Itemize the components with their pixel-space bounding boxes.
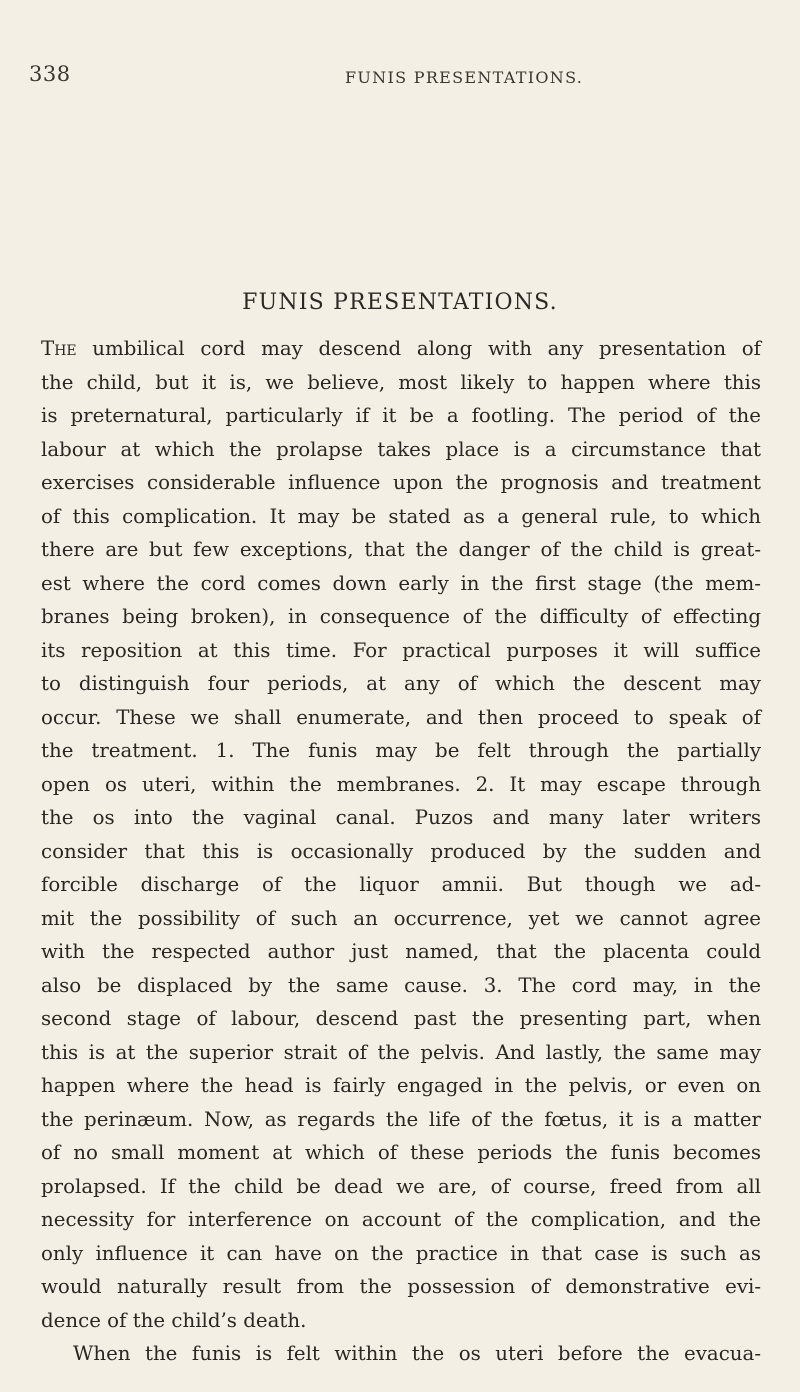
paragraph-line: the treatment. 1. The funis may be felt through the partially bbox=[41, 739, 761, 762]
paragraph-lead-word: The bbox=[41, 337, 77, 360]
paragraph-line: forcible discharge of the liquor amnii. But though we ad- bbox=[41, 873, 761, 896]
paragraph-line: its reposition at this time. For practical purposes it will suffice bbox=[41, 638, 761, 662]
paragraph-line: occur. These we shall enumerate, and then proceed to speak of bbox=[41, 705, 761, 729]
paragraph-line: necessity for interference on account of the complication, and the bbox=[41, 1208, 761, 1231]
paragraph-line: exercises considerable influence upon the prognosis and treatment bbox=[41, 471, 761, 494]
paragraph-line: this is at the superior strait of the pelvis. And lastly, the same may bbox=[41, 1040, 761, 1064]
body-text bbox=[41, 332, 761, 1371]
paragraph-line bbox=[41, 332, 761, 366]
paragraph-line: prolapsed. If the child be dead we are, of course, freed from all bbox=[41, 1174, 761, 1198]
paragraph-line-text: umbilical cord may descend along with any presentation of bbox=[76, 337, 761, 360]
paragraph-line: the child, but it is, we believe, most likely to happen where this bbox=[41, 370, 761, 394]
paragraph-line: mit the possibility of such an occurrence, yet we cannot agree bbox=[41, 906, 761, 930]
paragraph-line: with the respected author just named, that the placenta could bbox=[41, 940, 761, 963]
paragraph-line: the os into the vaginal canal. Puzos and many later writers bbox=[41, 806, 761, 829]
paragraph-line: the perinæum. Now, as regards the life of the fœtus, it is a matter bbox=[41, 1107, 761, 1131]
paragraph-line: open os uteri, within the membranes. 2. It may escape through bbox=[41, 772, 761, 796]
section-title: FUNIS PRESENTATIONS. bbox=[242, 290, 558, 315]
paragraph-line: est where the cord comes down early in the first stage (the mem- bbox=[41, 571, 761, 595]
paragraph-line: happen where the head is fairly engaged in the pelvis, or even on bbox=[41, 1074, 761, 1097]
paragraph-line: of no small moment at which of these periods the funis becomes bbox=[41, 1141, 761, 1164]
paragraph-line: When the funis is felt within the os uteri before the evacua- bbox=[73, 1342, 761, 1365]
paragraph-line: second stage of labour, descend past the presenting part, when bbox=[41, 1007, 761, 1030]
paragraph-line: of this complication. It may be stated as a general rule, to which bbox=[41, 504, 761, 528]
paragraph-line: dence of the child’s death. bbox=[41, 1308, 307, 1332]
paragraph-line: there are but few exceptions, that the danger of the child is great- bbox=[41, 538, 761, 561]
paragraph-line: would naturally result from the possession of demonstrative evi- bbox=[41, 1275, 761, 1298]
paragraph-line: labour at which the prolapse takes place is a circumstance that bbox=[41, 437, 761, 461]
paragraph-line: only influence it can have on the practice in that case is such as bbox=[41, 1241, 761, 1265]
paragraph-line: consider that this is occasionally produced by the sudden and bbox=[41, 839, 761, 863]
page-number: 338 bbox=[29, 62, 71, 86]
paragraph-line: is preternatural, particularly if it be a footling. The period of the bbox=[41, 404, 761, 427]
running-header: FUNIS PRESENTATIONS. bbox=[345, 68, 584, 87]
paragraph-line: branes being broken), in consequence of the difficulty of effecting bbox=[41, 605, 761, 628]
paragraph-line: also be displaced by the same cause. 3. The cord may, in the bbox=[41, 973, 761, 997]
paragraph-line: to distinguish four periods, at any of which the descent may bbox=[41, 672, 761, 695]
